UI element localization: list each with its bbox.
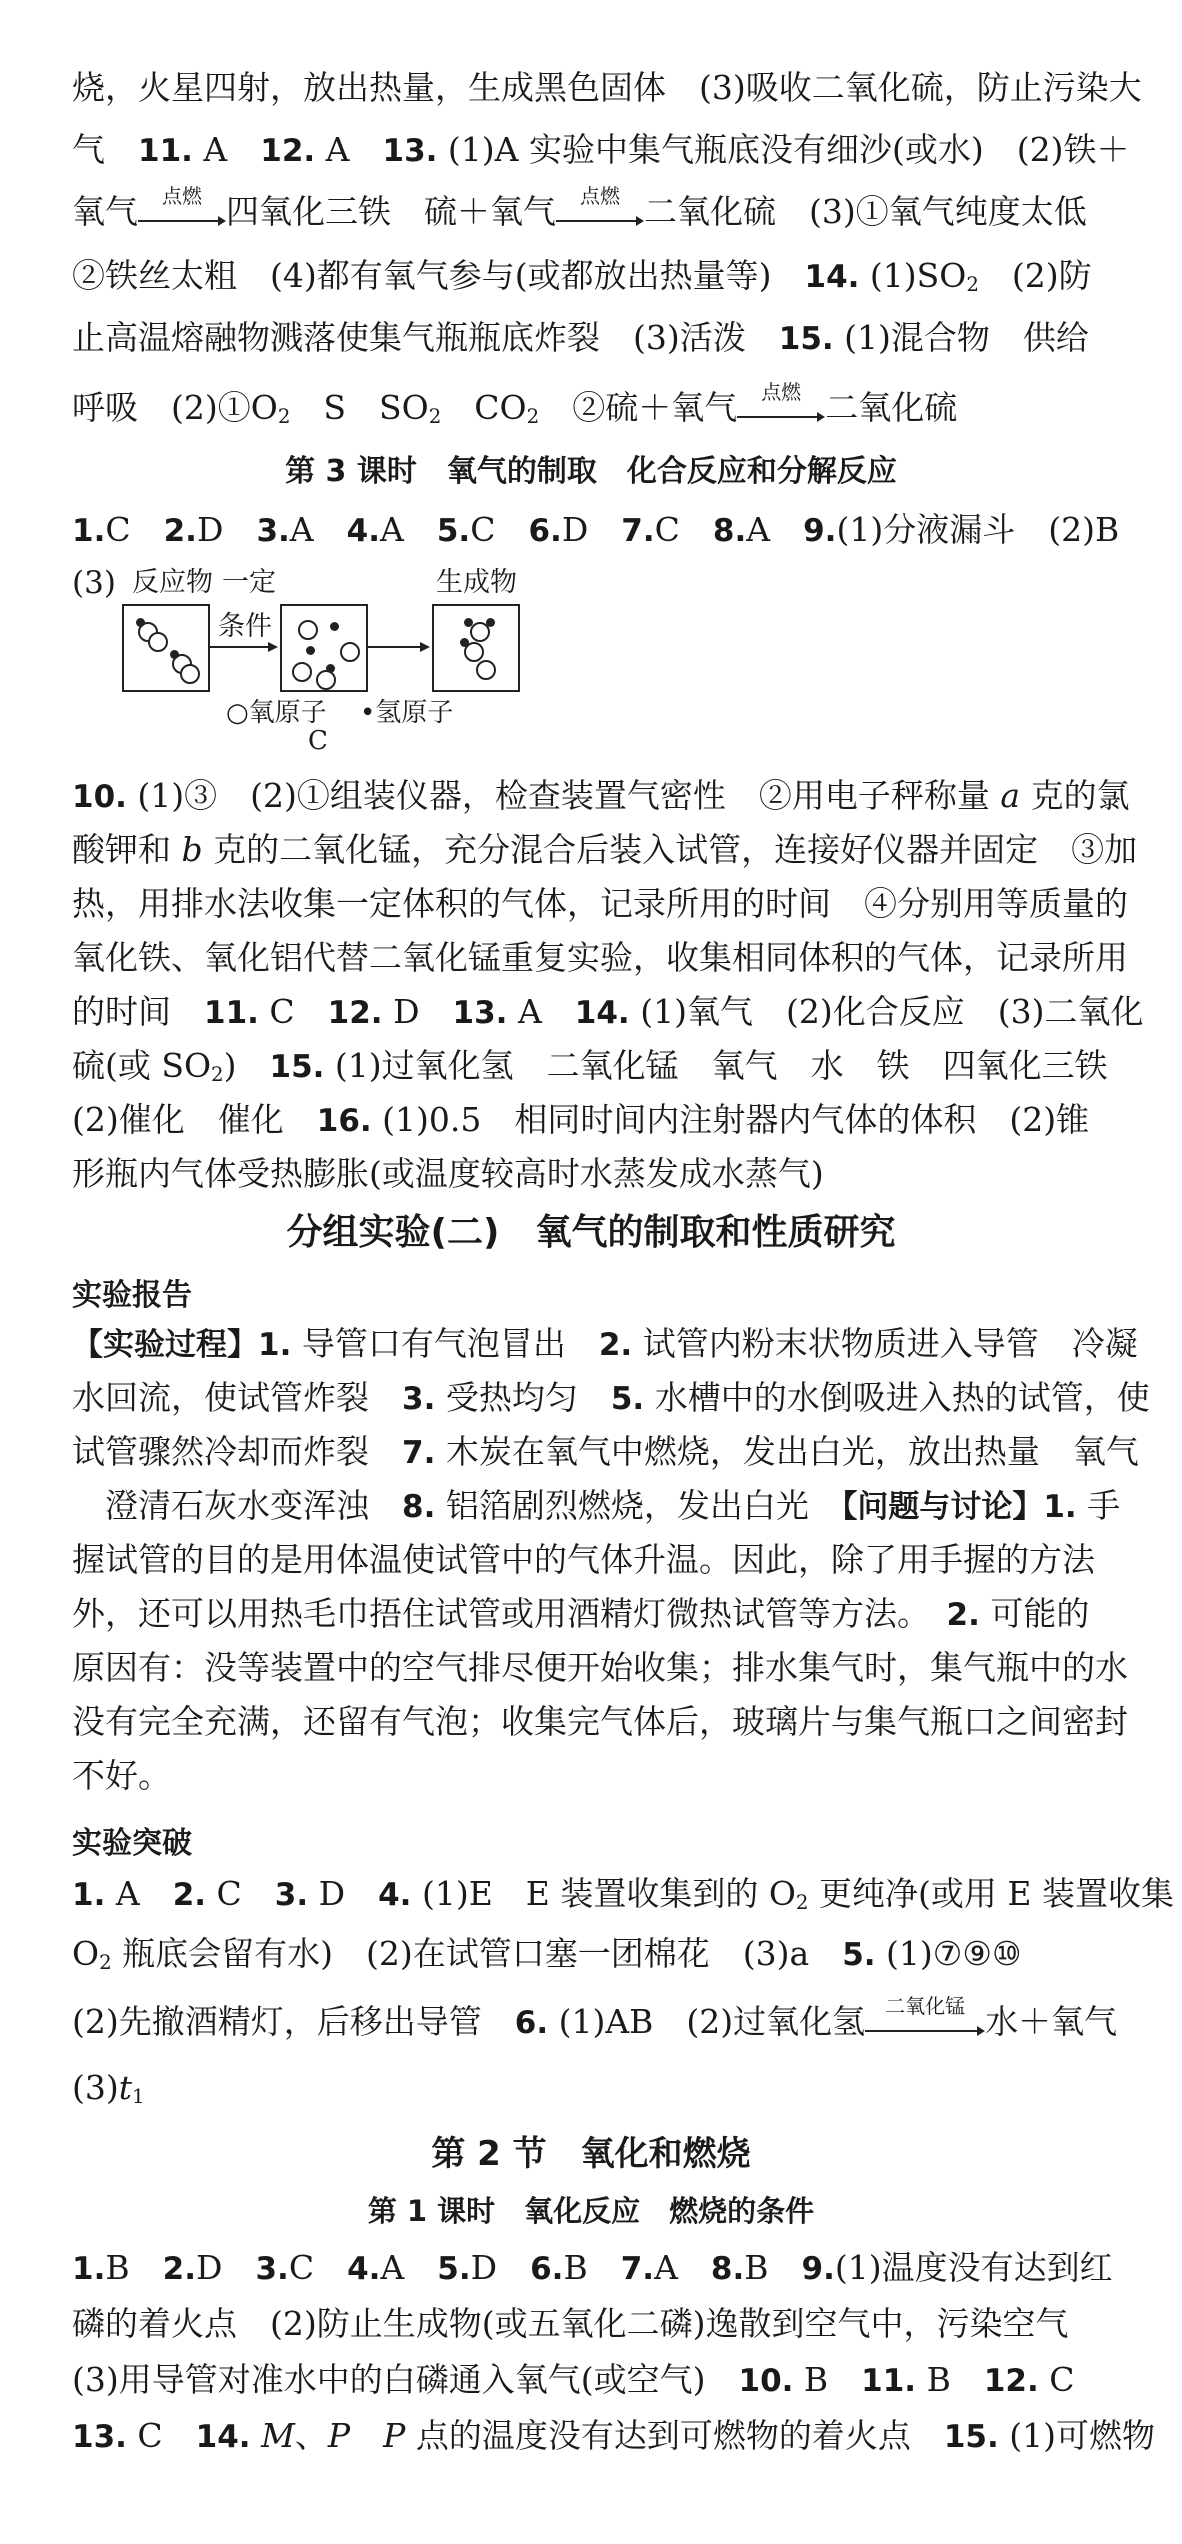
intermediate-box bbox=[280, 604, 368, 692]
process-arrow bbox=[368, 640, 430, 654]
text-line: 13. C 14. M、P P 点的温度没有达到可燃物的着火点 15. (1)可燃物 bbox=[72, 2416, 1155, 2455]
text-line: 外，还可以用热毛巾捂住试管或用酒精灯微热试管等方法。 2. 可能的 bbox=[72, 1594, 1090, 1633]
reaction-arrow: 点燃 bbox=[556, 192, 644, 236]
text-line: (3)用导管对准水中的白磷通入氧气(或空气) 10. B 11. B 12. C bbox=[72, 2360, 1075, 2399]
text-line: 握试管的目的是用体温使试管中的气体升温。因此，除了用手握的方法 bbox=[72, 1540, 1095, 1579]
answer-line: 1.C 2.D 3.A 4.A 5.C 6.D 7.C 8.A 9.(1)分液漏斗 (2)B bbox=[72, 510, 1120, 549]
reaction-arrow: 点燃 bbox=[737, 388, 825, 432]
text-line: 澄清石灰水变浑浊 8. 铝箔剧烈燃烧，发出白光 【问题与讨论】1. 手 bbox=[72, 1486, 1121, 1525]
section-subtitle: 第 1 课时 氧化反应 燃烧的条件 bbox=[367, 2194, 815, 2228]
text-line: 呼吸 $(2)①O_2$ S $SO_2$ $CO_2$ ②硫＋氧气 点燃 二氧化硫 bbox=[72, 386, 1142, 439]
text-line: 氧气 点燃 四氧化三铁 硫＋氧气 点燃 二氧化硫 (3)①氧气纯度太低 bbox=[72, 190, 1142, 236]
section-title: 第 2 节 氧化和燃烧 bbox=[431, 2134, 751, 2174]
section-title: 第 3 课时 氧气的制取 化合反应和分解反应 bbox=[285, 454, 897, 489]
text-line: $(3)t_1$ bbox=[72, 2068, 145, 2108]
text-line: 10. (1)③ (2)①组装仪器，检查装置气密性 ②用电子秤称量 a 克的氯 bbox=[72, 776, 1130, 815]
text-line: 1. A 2. C 3. D 4. (1)E E 装置收集到的 $O_2$ 更纯净(或用 E 装置收集 bbox=[72, 1874, 1174, 1914]
subsection-title: 实验报告 bbox=[72, 1278, 192, 1313]
text-line: 烧，火星四射，放出热量，生成黑色固体 (3)吸收二氧化硫，防止污染大 bbox=[72, 68, 1142, 107]
reactant-box bbox=[122, 604, 210, 692]
text-line: 气 11. A 12. A 13. (1)A 实验中集气瓶底没有细沙(或水) (2)铁＋ bbox=[72, 130, 1130, 169]
answer-line: 1.B 2.D 3.C 4.A 5.D 6.B 7.A 8.B 9.(1)温度没有达到红 bbox=[72, 2248, 1113, 2287]
text-line: (2)催化 催化 16. (1)0.5 相同时间内注射器内气体的体积 (2)锥 bbox=[72, 1100, 1090, 1139]
subsection-title: 实验突破 bbox=[72, 1826, 192, 1861]
text-line: 不好。 bbox=[72, 1756, 171, 1795]
reaction-arrow: 二氧化锰 bbox=[865, 2002, 985, 2046]
answer-page: 烧，火星四射，放出热量，生成黑色固体 (3)吸收二氧化硫，防止污染大 气 11. A 12. A 13. (1)A 实验中集气瓶底没有细沙(或水) (2)铁＋ 氧气 点燃 四氧化三铁 硫＋氧气 点燃 二氧化硫 (3)①氧气纯度太低 ②铁丝太粗 (4)都有氧气参与(或都放出热量等) 14. $(1)SO_2$ (2)防 止高温熔融物溅落使集气瓶瓶底炸裂 (3)活泼 15. (1)混合物 供给 呼吸 $(2)①O_2$ S $SO_2$ $CO_2$ ②硫＋氧气 点燃 二氧化硫 第 3 课时 氧气的制取 化合反应和分解反应 1.C 2.D 3.A 4.A 5.C 6.D 7.C 8.A 9.(1)分液漏斗 (2)B (3) 反应物 一定 条件 生成物 ○氧原子 •氢原子 C 10. (1)③ (2)①组装仪器，检查装置气密性 ②用电子秤称量 a 克的氯 酸钾和 b 克的二氧化锰，充分混合后装入试管，连接好仪器并固定 ③加 热，用排水法收集一定体积的气体，记录所用的时间 ④分别用等质量的 氧化铁、氧化铝代替二氧化锰重复实验，收集相同体积的气体，记录所用 的时间 11. C 12. D 13. A 14. (1)氧气 (2)化合反应 (3)二氧化 硫(或 $SO_2$) 15. (1)过氧化氢 二氧化锰 氧气 水 铁 四氧化三铁 (2)催化 催化 16. (1)0.5 相同时间内注射器内气体的体积 (2)锥 形瓶内气体受热膨胀(或温度较高时水蒸发成水蒸气) 分组实验(二) 氧气的制取和性质研究 实验报告 【实验过程】1. 导管口有气泡冒出 2. 试管内粉末状物质进入导管 冷凝 水回流，使试管炸裂 3. 受热均匀 5. 水槽中的水倒吸进入热的试管，使 试管骤然冷却而炸裂 7. 木炭在氧气中燃烧，发出白光，放出热量 氧气 澄清石灰水变浑浊 8. 铝箔剧烈燃烧，发出白光 【问题与讨论】1. 手 握试管的目的是用体温使试管中的气体升温。因此，除了用手握的方法 外，还可以用热毛巾捂住试管或用酒精灯微热试管等方法。 2. 可能的 原因有：没等装置中的空气排尽便开始收集；排水集气时，集气瓶中的水 没有完全充满，还留有气泡；收集完气体后，玻璃片与集气瓶口之间密封 不好。 实验突破 1. A 2. C 3. D 4. (1)E E 装置收集到的 $O_2$ 更纯净(或用 E 装置收集 $O_2$ 瓶底会留有水) (2)在试管口塞一团棉花 (3)a 5. (1)⑦⑨⑩ (2)先撤酒精灯，后移出导管 6. (1)AB (2)过氧化氢 二氧化锰 水＋氧气 $(3)t_1$ 第 2 节 氧化和燃烧 第 1 课时 氧化反应 燃烧的条件 1.B 2.D 3.C 4.A 5.D 6.B 7.A 8.B 9.(1)温度没有达到红 磷的着火点 (2)防止生成物(或五氧化二磷)逸散到空气中，污染空气 (3)用导管对准水中的白磷通入氧气(或空气) 10. B 11. B 12. C 13. C 14. M、P P 点的温度没有达到可燃物的着火点 15. (1)可燃物 bbox=[0, 0, 1182, 2544]
text-line: $O_2$ 瓶底会留有水) (2)在试管口塞一团棉花 (3)a 5. (1)⑦⑨⑩ bbox=[72, 1934, 1022, 1974]
section-title: 分组实验(二) 氧气的制取和性质研究 bbox=[286, 1212, 896, 1253]
text-line: 原因有：没等装置中的空气排尽便开始收集；排水集气时，集气瓶中的水 bbox=[72, 1648, 1128, 1687]
text-line: 【实验过程】1. 导管口有气泡冒出 2. 试管内粉末状物质进入导管 冷凝 bbox=[72, 1324, 1138, 1363]
text-line: ②铁丝太粗 (4)都有氧气参与(或都放出热量等) 14. $(1)SO_2$ (2)防 bbox=[72, 256, 1092, 296]
process-arrow bbox=[210, 640, 278, 654]
text-line: 氧化铁、氧化铝代替二氧化锰重复实验，收集相同体积的气体，记录所用 bbox=[72, 938, 1128, 977]
text-line: 硫(或 $SO_2$) 15. (1)过氧化氢 二氧化锰 氧气 水 铁 四氧化三铁 bbox=[72, 1046, 1108, 1086]
text-line: 止高温熔融物溅落使集气瓶瓶底炸裂 (3)活泼 15. (1)混合物 供给 bbox=[72, 318, 1089, 357]
text-line: (2)先撤酒精灯，后移出导管 6. (1)AB (2)过氧化氢 二氧化锰 水＋氧气 bbox=[72, 2000, 1142, 2046]
product-box bbox=[432, 604, 520, 692]
reaction-arrow: 点燃 bbox=[138, 192, 226, 236]
text-line: 磷的着火点 (2)防止生成物(或五氧化二磷)逸散到空气中，污染空气 bbox=[72, 2304, 1069, 2343]
text-line: 试管骤然冷却而炸裂 7. 木炭在氧气中燃烧，发出白光，放出热量 氧气 bbox=[72, 1432, 1139, 1471]
text-line: 酸钾和 b 克的二氧化锰，充分混合后装入试管，连接好仪器并固定 ③加 bbox=[72, 830, 1138, 869]
text-line: 形瓶内气体受热膨胀(或温度较高时水蒸发成水蒸气) bbox=[72, 1154, 824, 1193]
text-line: 水回流，使试管炸裂 3. 受热均匀 5. 水槽中的水倒吸进入热的试管，使 bbox=[72, 1378, 1150, 1417]
text-line: 没有完全充满，还留有气泡；收集完气体后，玻璃片与集气瓶口之间密封 bbox=[72, 1702, 1128, 1741]
text-line: 的时间 11. C 12. D 13. A 14. (1)氧气 (2)化合反应 (3)二氧化 bbox=[72, 992, 1144, 1031]
text-line: 热，用排水法收集一定体积的气体，记录所用的时间 ④分别用等质量的 bbox=[72, 884, 1128, 923]
